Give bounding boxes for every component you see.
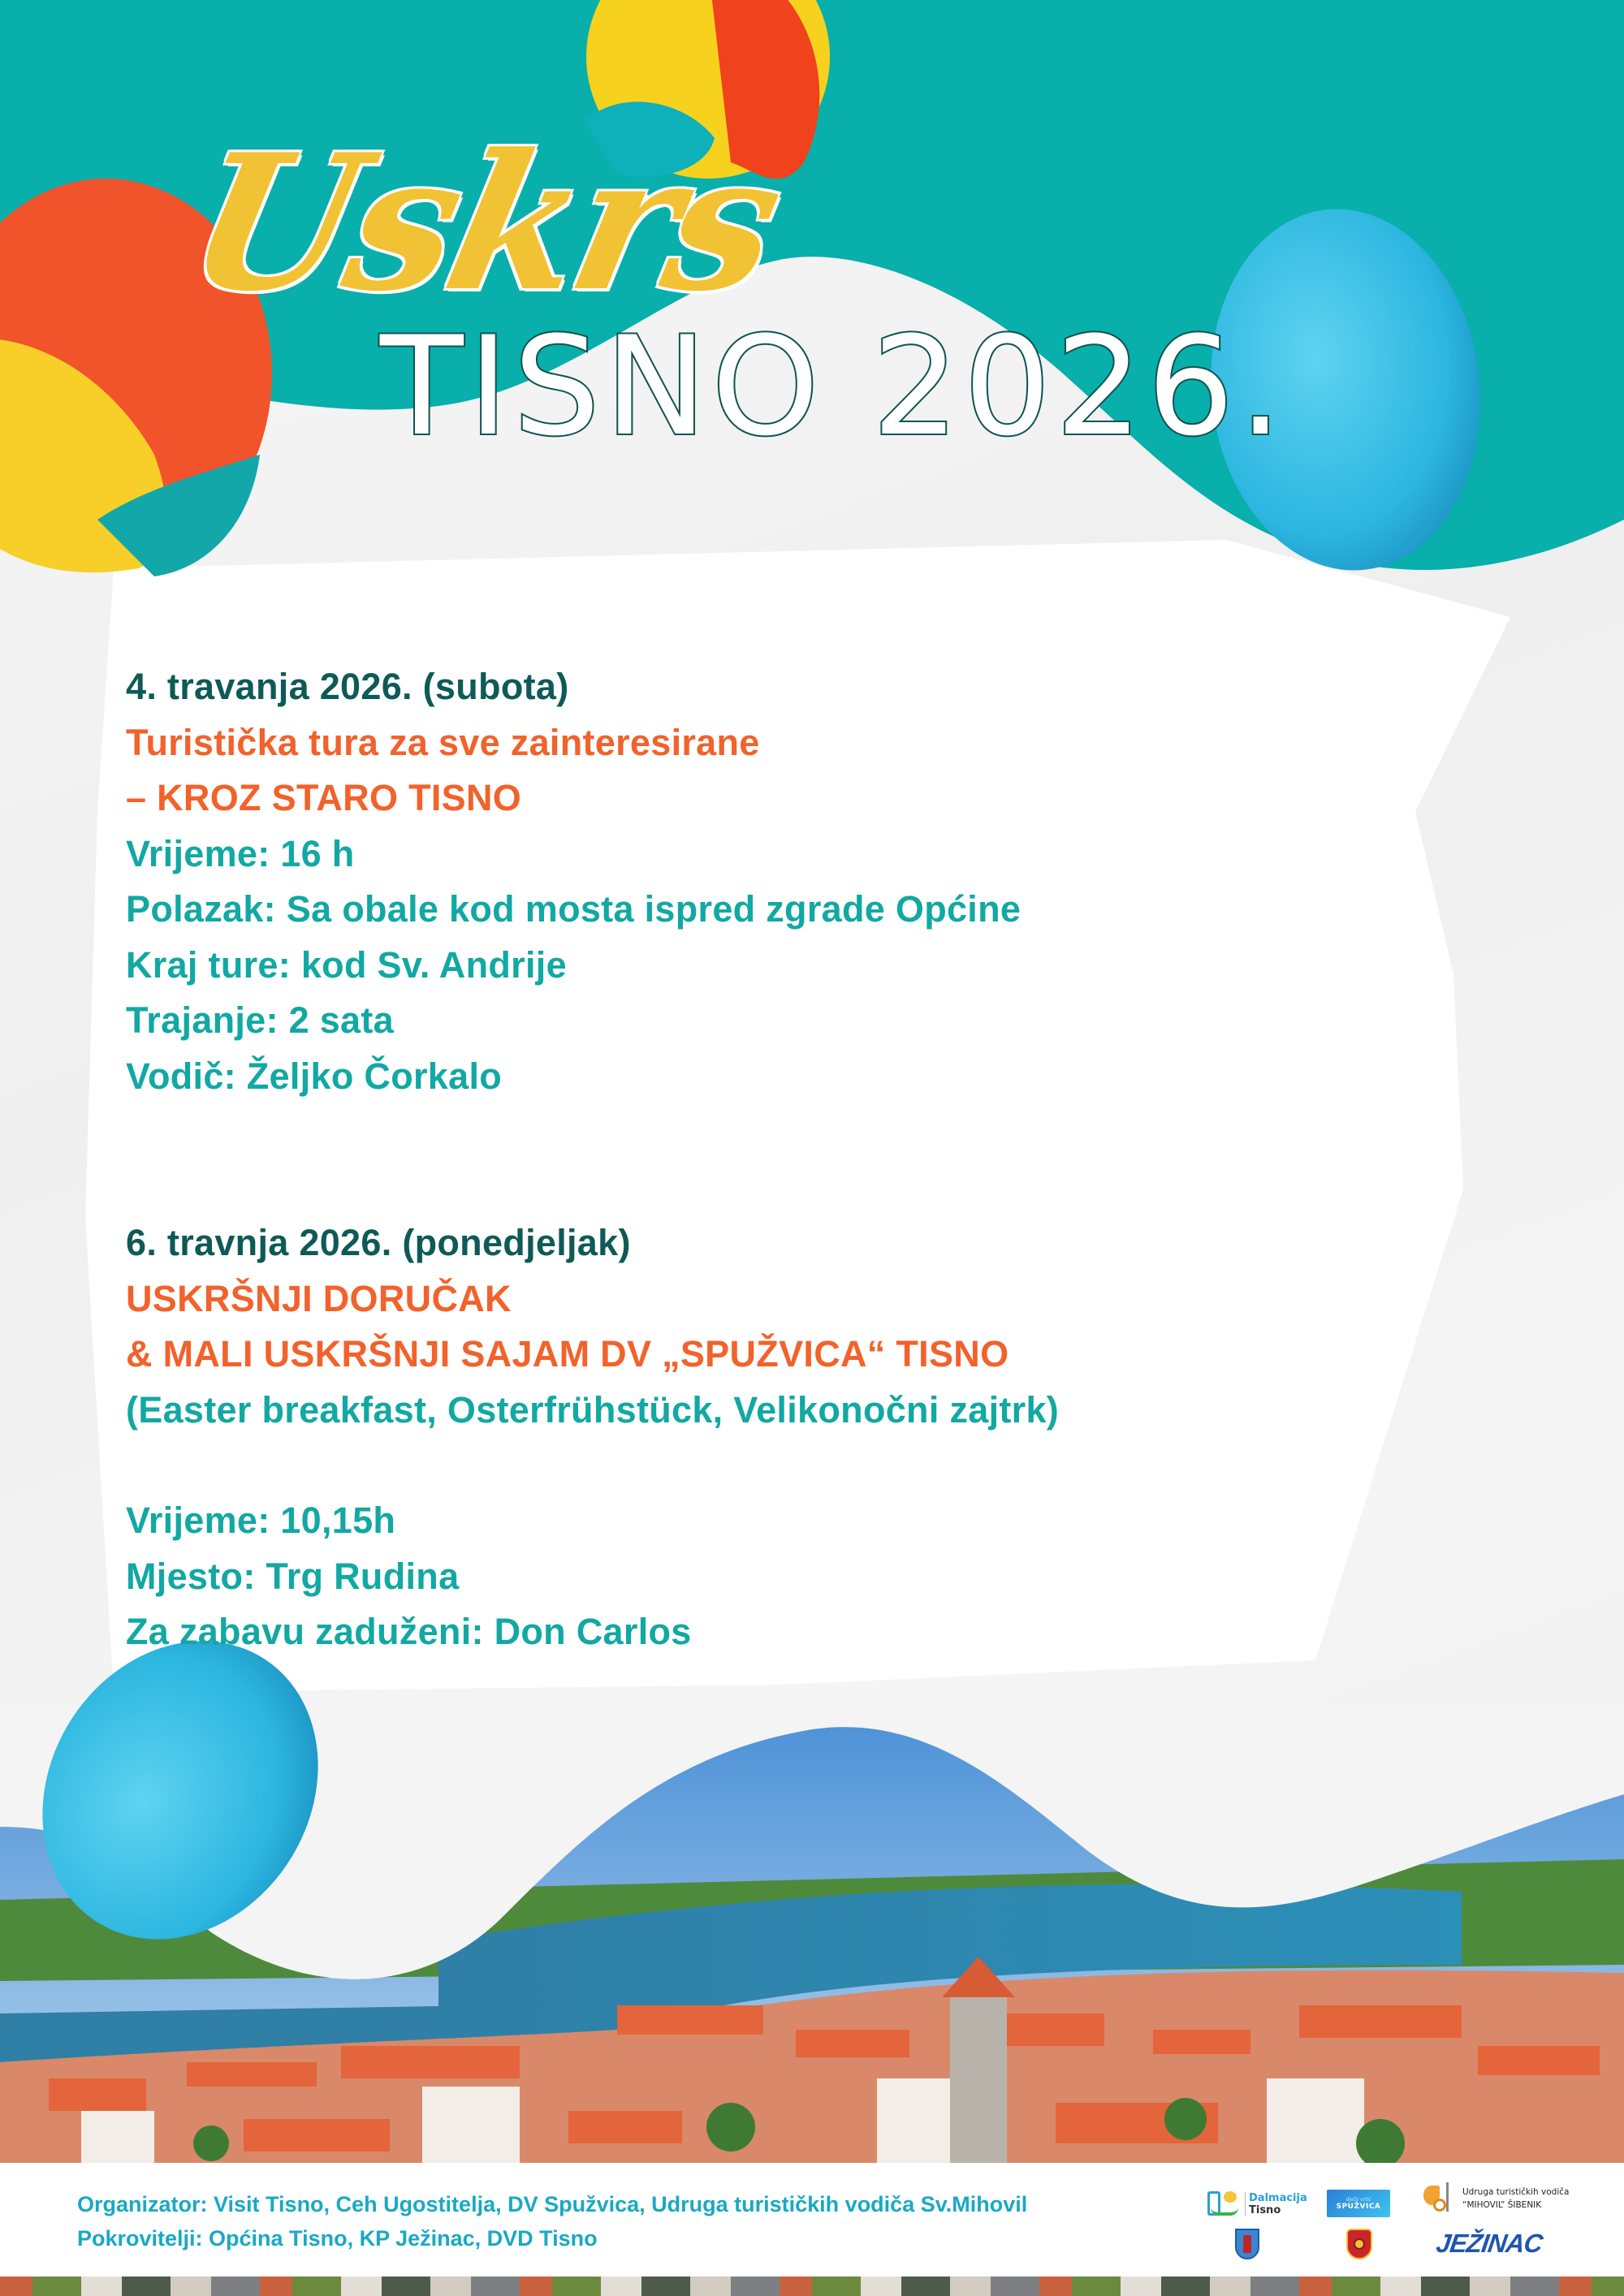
logo-text: Tisno bbox=[1249, 2204, 1281, 2216]
dalmacija-logo-icon bbox=[1207, 2190, 1240, 2219]
opcina-tisno-crest-icon bbox=[1235, 2229, 1259, 2259]
event-title-line: – KROZ STARO TISNO bbox=[126, 777, 522, 818]
event-detail-end: Kraj ture: kod Sv. Andrije bbox=[126, 943, 567, 986]
jezinac-logo: JEŽINAC bbox=[1434, 2229, 1544, 2258]
event-date: 6. travnja 2026. (ponedjeljak) bbox=[126, 1222, 631, 1263]
spacer bbox=[126, 1438, 1344, 1493]
logo-text: Udruga turističkih vodiča bbox=[1462, 2187, 1570, 2197]
dalmacija-tisno-logo bbox=[1207, 2190, 1307, 2219]
event-title-line: USKRŠNJI DORUČAK bbox=[126, 1277, 512, 1319]
event-detail-time: Vrijeme: 10,15h bbox=[126, 1500, 396, 1541]
dvd-firefighters-badge-icon bbox=[1346, 2229, 1372, 2259]
event-detail-duration: Trajanje: 2 sata bbox=[126, 999, 394, 1041]
logo-text: “MIHOVIL” ŠIBENIK bbox=[1462, 2200, 1542, 2210]
organizer-line: Organizator: Visit Tisno, Ceh Ugostitelja, DV Spužvica, Udruga turističkih vodiča Sv.Mihovil bbox=[77, 2192, 1028, 2216]
logo-text: SPUŽVICA bbox=[1336, 2202, 1381, 2211]
photo-bottom-strip bbox=[0, 2277, 1624, 2296]
event-block-2 bbox=[126, 1215, 1344, 1660]
event-date: 4. travanja 2026. (subota) bbox=[126, 666, 569, 707]
event-block-1 bbox=[126, 659, 1344, 1104]
event-detail-guide: Vodič: Željko Čorkalo bbox=[126, 1055, 503, 1097]
event-detail-departure: Polazak: Sa obale kod mosta ispred zgrade Općine bbox=[126, 888, 1021, 930]
logo-text: Dalmacija bbox=[1249, 2192, 1307, 2204]
title-uskrs: Uskrs bbox=[171, 114, 795, 333]
event-detail-entertainment: Za zabavu zaduženi: Don Carlos bbox=[126, 1611, 692, 1652]
footer-text bbox=[77, 2187, 1027, 2255]
footer-credits bbox=[0, 2163, 1624, 2277]
event-title-line: Turistička tura za sve zainteresirane bbox=[126, 721, 760, 763]
spacer bbox=[126, 1104, 1344, 1215]
event-program bbox=[126, 659, 1344, 1660]
event-detail-place: Mjesto: Trg Rudina bbox=[126, 1555, 460, 1597]
mihovil-guides-logo bbox=[1423, 2182, 1569, 2215]
event-detail-time: Vrijeme: 16 h bbox=[126, 832, 355, 874]
logo-text: dječji vrtić bbox=[1345, 2196, 1371, 2203]
sponsors-line: Pokrovitelji: Općina Tisno, KP Ježinac, DVD Tisno bbox=[77, 2226, 598, 2251]
event-title-line: & MALI USKRŠNJI SAJAM DV „SPUŽVICA“ TISNO bbox=[126, 1333, 1009, 1375]
event-subtitle: (Easter breakfast, Osterfrühstück, Velikonočni zajtrk) bbox=[126, 1388, 1060, 1431]
spuzvica-kindergarten-logo bbox=[1327, 2190, 1390, 2217]
angel-icon bbox=[1423, 2182, 1453, 2215]
title-tisno-2026: TISNO 2026. bbox=[380, 307, 1288, 466]
